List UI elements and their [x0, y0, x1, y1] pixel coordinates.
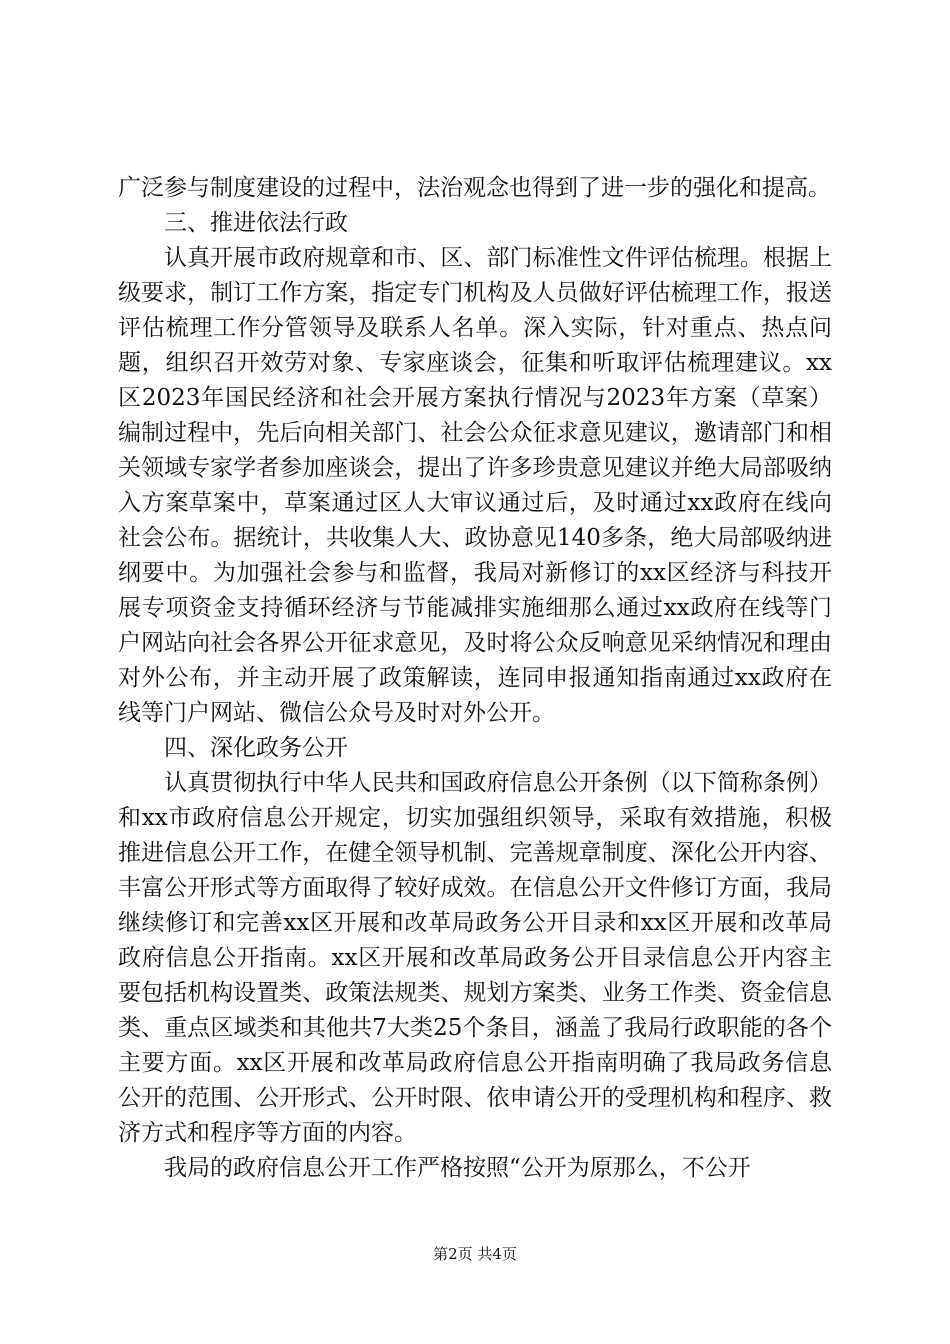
document-body	[118, 171, 832, 1186]
section-heading-4: 四、深化政务公开	[164, 735, 348, 761]
body-paragraph-administration: 认真开展市政府规章和市、区、部门标准性文件评估梳理。根据上级要求，制订工作方案，指定专门机构及人员做好评估梳理工作，报送评估梳理工作分管领导及联系人名单。深入实际，针对重点、热点问题，组织召开效劳对象、专家座谈会，征集和听取评估梳理建议。xx区2023年国民经济和社会开展方案执行情况与2023年方案（草案）编制过程中，先后向相关部门、社会公众征求意见建议，邀请部门和相关领域专家学者参加座谈会，提出了许多珍贵意见建议并绝大局部吸纳入方案草案中，草案通过区人大审议通过后，及时通过xx政府在线向社会公布。据统计，共收集人大、政协意见140多条，绝大局部吸纳进纲要中。为加强社会参与和监督，我局对新修订的xx区经济与科技开展专项资金支持循环经济与节能减排实施细那么通过xx政府在线等门户网站向社会各界公开征求意见，及时将公众反响意见采纳情况和理由对外公布，并主动开展了政策解读，连同申报通知指南通过xx政府在线等门户网站、微信公众号及时对外公开。	[118, 245, 832, 726]
section-heading-3: 三、推进依法行政	[164, 210, 348, 236]
continuation-paragraph: 广泛参与制度建设的过程中，法治观念也得到了进一步的强化和提高。	[118, 175, 831, 201]
page-footer: 第2页 共4页	[433, 1245, 517, 1263]
body-paragraph-principle: 我局的政府信息公开工作严格按照“公开为原那么，不公开	[164, 1155, 751, 1181]
body-paragraph-disclosure: 认真贯彻执行中华人民共和国政府信息公开条例（以下简称条例）和xx市政府信息公开规定，切实加强组织领导，采取有效措施，积极推进信息公开工作，在健全领导机制、完善规章制度、深化公开内容、丰富公开形式等方面取得了较好成效。在信息公开文件修订方面，我局继续修订和完善xx区开展和改革局政务公开目录和xx区开展和改革局政府信息公开指南。xx区开展和改革局政务公开目录信息公开内容主要包括机构设置类、政策法规类、规划方案类、业务工作类、资金信息类、重点区域类和其他共7大类25个条目，涵盖了我局行政职能的各个主要方面。xx区开展和改革局政府信息公开指南明确了我局政务信息公开的范围、公开形式、公开时限、依申请公开的受理机构和程序、救济方式和程序等方面的内容。	[118, 770, 832, 1146]
